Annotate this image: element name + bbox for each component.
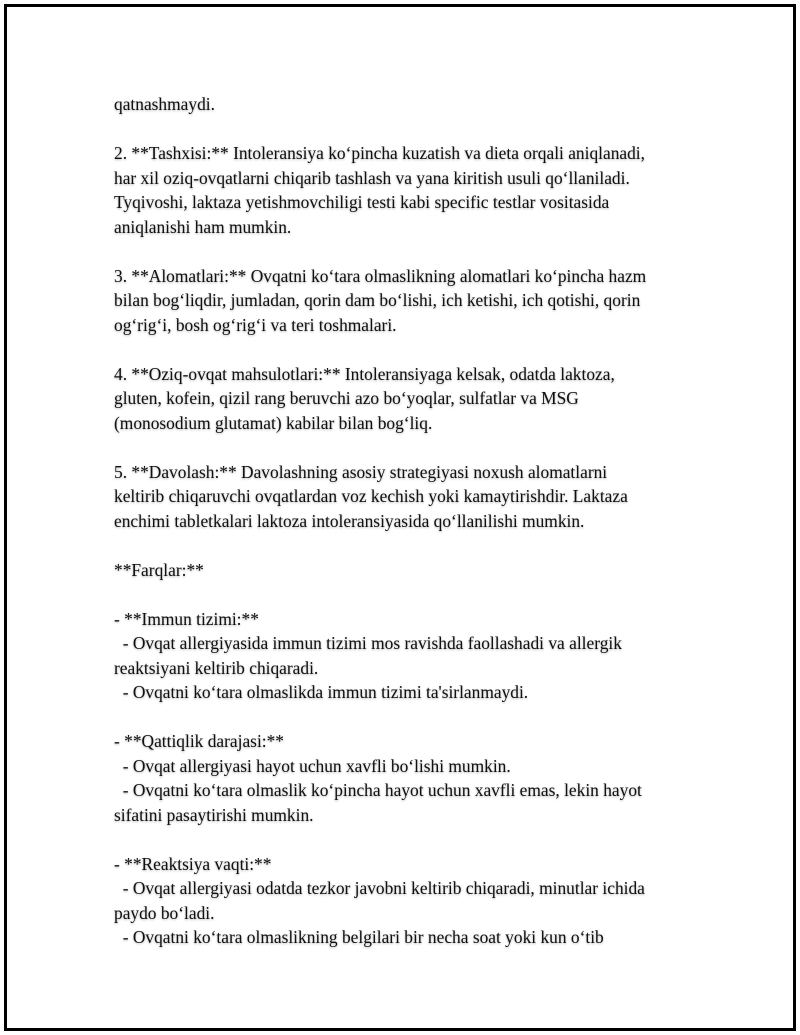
text-line: keltirib chiqaruvchi ovqatlardan voz kechish yoki kamaytirishdir. Laktaza: [114, 486, 628, 506]
text-line: - **Reaktsiya vaqti:**: [114, 853, 272, 874]
text-line: bilan bog‘liqdir, jumladan, qorin dam bo‘lishi, ich ketishi, ich qotishi, qorin: [114, 290, 641, 310]
blank-line: [114, 582, 684, 607]
text-line: - Ovqat allergiyasida immun tizimi mos ravishda faollashadi va allergik: [114, 633, 622, 653]
blank-line: [114, 239, 684, 264]
text-line: enchimi tabletkalari laktoza intoleransiyasida qo‘llanilishi mumkin.: [114, 510, 585, 531]
text-line: - **Qattiqlik darajasi:**: [114, 731, 285, 751]
text-line: aniqlanishi ham mumkin.: [114, 216, 292, 237]
text-line: har xil oziq-ovqatlarni chiqarib tashlash va yana kiritish usuli qo‘llaniladi.: [114, 167, 630, 188]
text-line: - Ovqatni ko‘tara olmaslikda immun tizimi ta'sirlanmaydi.: [114, 682, 529, 702]
text-line: - Ovqat allergiyasi odatda tezkor javobni keltirib chiqaradi, minutlar ichida: [114, 878, 645, 898]
text-line: 5. **Davolash:** Davolashning asosiy strategiyasi noxush alomatlarni: [114, 461, 608, 482]
text-line: Tyqivoshi, laktaza yetishmovchiligi testi kabi specific testlar vositasida: [114, 192, 610, 212]
text-line: gluten, kofein, qizil rang beruvchi azo bo‘yoqlar, sulfatlar va MSG: [114, 388, 579, 408]
text-line: **Farqlar:**: [114, 559, 204, 580]
text-line: - Ovqat allergiyasi hayot uchun xavfli bo‘lishi mumkin.: [114, 755, 511, 776]
blank-line: [114, 827, 684, 852]
text-line: sifatini pasaytirishi mumkin.: [114, 804, 314, 825]
text-line: og‘rig‘i, bosh og‘rig‘i va teri toshmalari.: [114, 314, 397, 335]
text-line: paydo bo‘ladi.: [114, 902, 215, 923]
text-line: - Ovqatni ko‘tara olmaslik ko‘pincha hayot uchun xavfli emas, lekin hayot: [114, 780, 642, 800]
text-line: 3. **Alomatlari:** Ovqatni ko‘tara olmaslikning alomatlari ko‘pincha hazm: [114, 265, 647, 286]
blank-line: [114, 117, 684, 142]
text-line: qatnashmaydi.: [114, 94, 215, 114]
text-line: 4. **Oziq-ovqat mahsulotlari:** Intoleransiyaga kelsak, odatda laktoza,: [114, 363, 615, 384]
text-line: 2. **Tashxisi:** Intoleransiya ko‘pincha kuzatish va dieta orqali aniqlanadi,: [114, 143, 645, 163]
document-body: [114, 92, 684, 950]
text-line: - **Immun tizimi:**: [114, 608, 259, 629]
blank-line: [114, 337, 684, 362]
blank-line: [114, 533, 684, 558]
blank-line: [114, 705, 684, 730]
text-line: - Ovqatni ko‘tara olmaslikning belgilari bir necha soat yoki kun o‘tib: [114, 927, 604, 947]
blank-line: [114, 435, 684, 460]
text-line: (monosodium glutamat) kabilar bilan bog‘liq.: [114, 412, 433, 433]
text-line: reaktsiyani keltirib chiqaradi.: [114, 657, 319, 678]
